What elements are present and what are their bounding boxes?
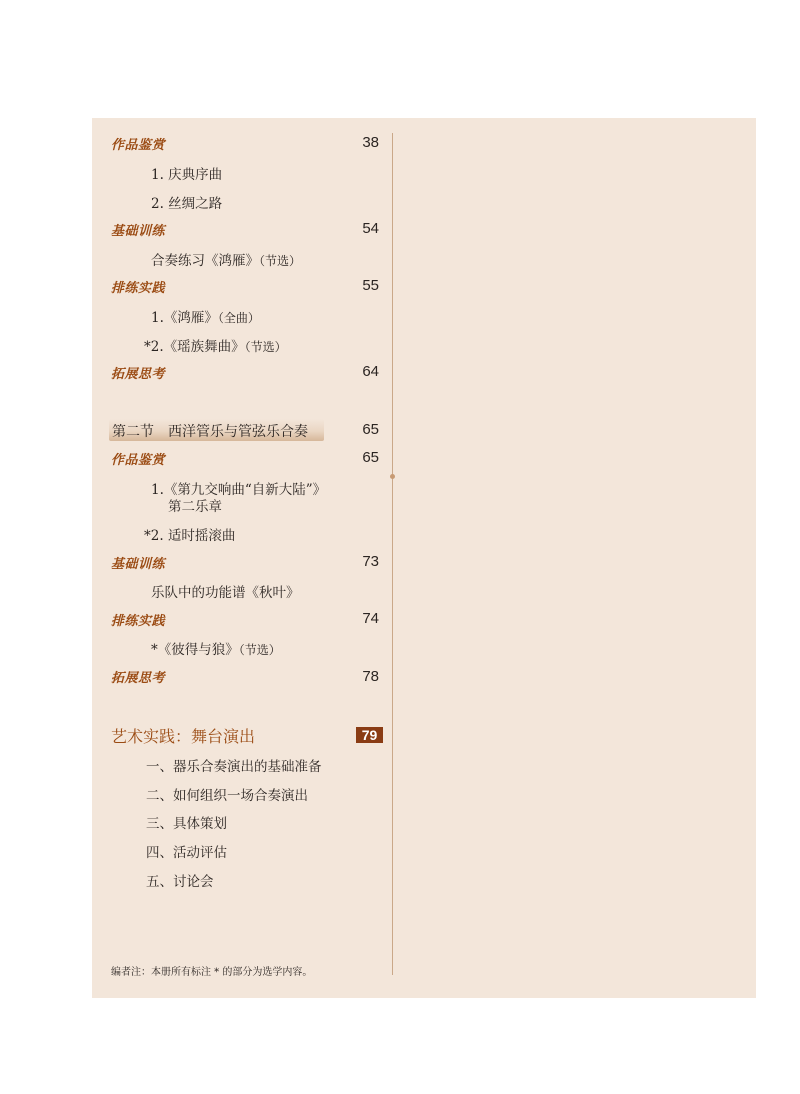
art-practice-item[interactable]: 二、如何组织一场合奏演出 [146, 788, 308, 804]
toc-page-number: 54 [362, 220, 379, 237]
toc-page-number: 65 [362, 421, 379, 438]
toc-entry[interactable]: 乐队中的功能谱《秋叶》 [151, 585, 300, 601]
toc-category-appreciation[interactable]: 作品鉴赏 [111, 453, 166, 468]
toc-page-number: 78 [362, 668, 379, 685]
art-practice-page-badge: 79 [356, 727, 383, 743]
art-practice-item[interactable]: 三、具体策划 [146, 816, 227, 832]
art-practice-item[interactable]: 五、讨论会 [146, 874, 214, 890]
toc-category-training[interactable]: 基础训练 [111, 224, 166, 239]
toc-entry[interactable] [151, 249, 301, 269]
toc-category-training[interactable]: 基础训练 [111, 557, 166, 572]
toc-entry-title: 合奏练习《鸿雁》 [151, 253, 259, 269]
toc-entry[interactable]: 1.《第九交响曲“自新大陆”》 [151, 482, 327, 498]
toc-entry-note: （全曲） [217, 311, 260, 325]
toc-entry[interactable]: 2. 丝绸之路 [151, 196, 223, 212]
toc-entry[interactable]: 1. 庆典序曲 [151, 167, 223, 183]
toc-entry-title: *《彼得与狼》 [151, 642, 239, 658]
toc-entry-continued[interactable]: 第二乐章 [168, 499, 222, 515]
section-title: 第二节 西洋管乐与管弦乐合奏 [112, 424, 308, 440]
toc-entry-optional[interactable] [151, 638, 281, 658]
toc-page-number: 64 [362, 363, 379, 380]
toc-page-number: 55 [362, 277, 379, 294]
toc-category-appreciation[interactable]: 作品鉴赏 [111, 138, 166, 153]
editor-footnote: 编者注：本册所有标注 * 的部分为选学内容。 [111, 967, 313, 978]
toc-page-number: 65 [362, 449, 379, 466]
toc-entry-note: （节选） [259, 254, 302, 268]
art-practice-item[interactable]: 一、器乐合奏演出的基础准备 [146, 759, 322, 775]
toc-category-rehearsal[interactable]: 排练实践 [111, 614, 166, 629]
toc-entry-note: （节选） [238, 643, 281, 657]
toc-category-extension[interactable]: 拓展思考 [111, 367, 166, 382]
toc-entry-note: （节选） [244, 340, 287, 354]
art-practice-title[interactable]: 艺术实践：舞台演出 [111, 727, 256, 746]
toc-category-extension[interactable]: 拓展思考 [111, 671, 166, 686]
toc-entry-optional[interactable] [144, 335, 287, 355]
toc-category-rehearsal[interactable]: 排练实践 [111, 281, 166, 296]
toc-entry-title: *2.《瑶族舞曲》 [144, 339, 245, 355]
toc-page-number: 74 [362, 610, 379, 627]
toc-page-number: 73 [362, 553, 379, 570]
toc-entry[interactable] [151, 306, 260, 326]
toc-entry-optional[interactable]: *2. 适时摇滚曲 [144, 528, 236, 544]
art-practice-item[interactable]: 四、活动评估 [146, 845, 227, 861]
toc-page-number: 38 [362, 134, 379, 151]
toc-entry-title: 1.《鸿雁》 [151, 310, 218, 326]
